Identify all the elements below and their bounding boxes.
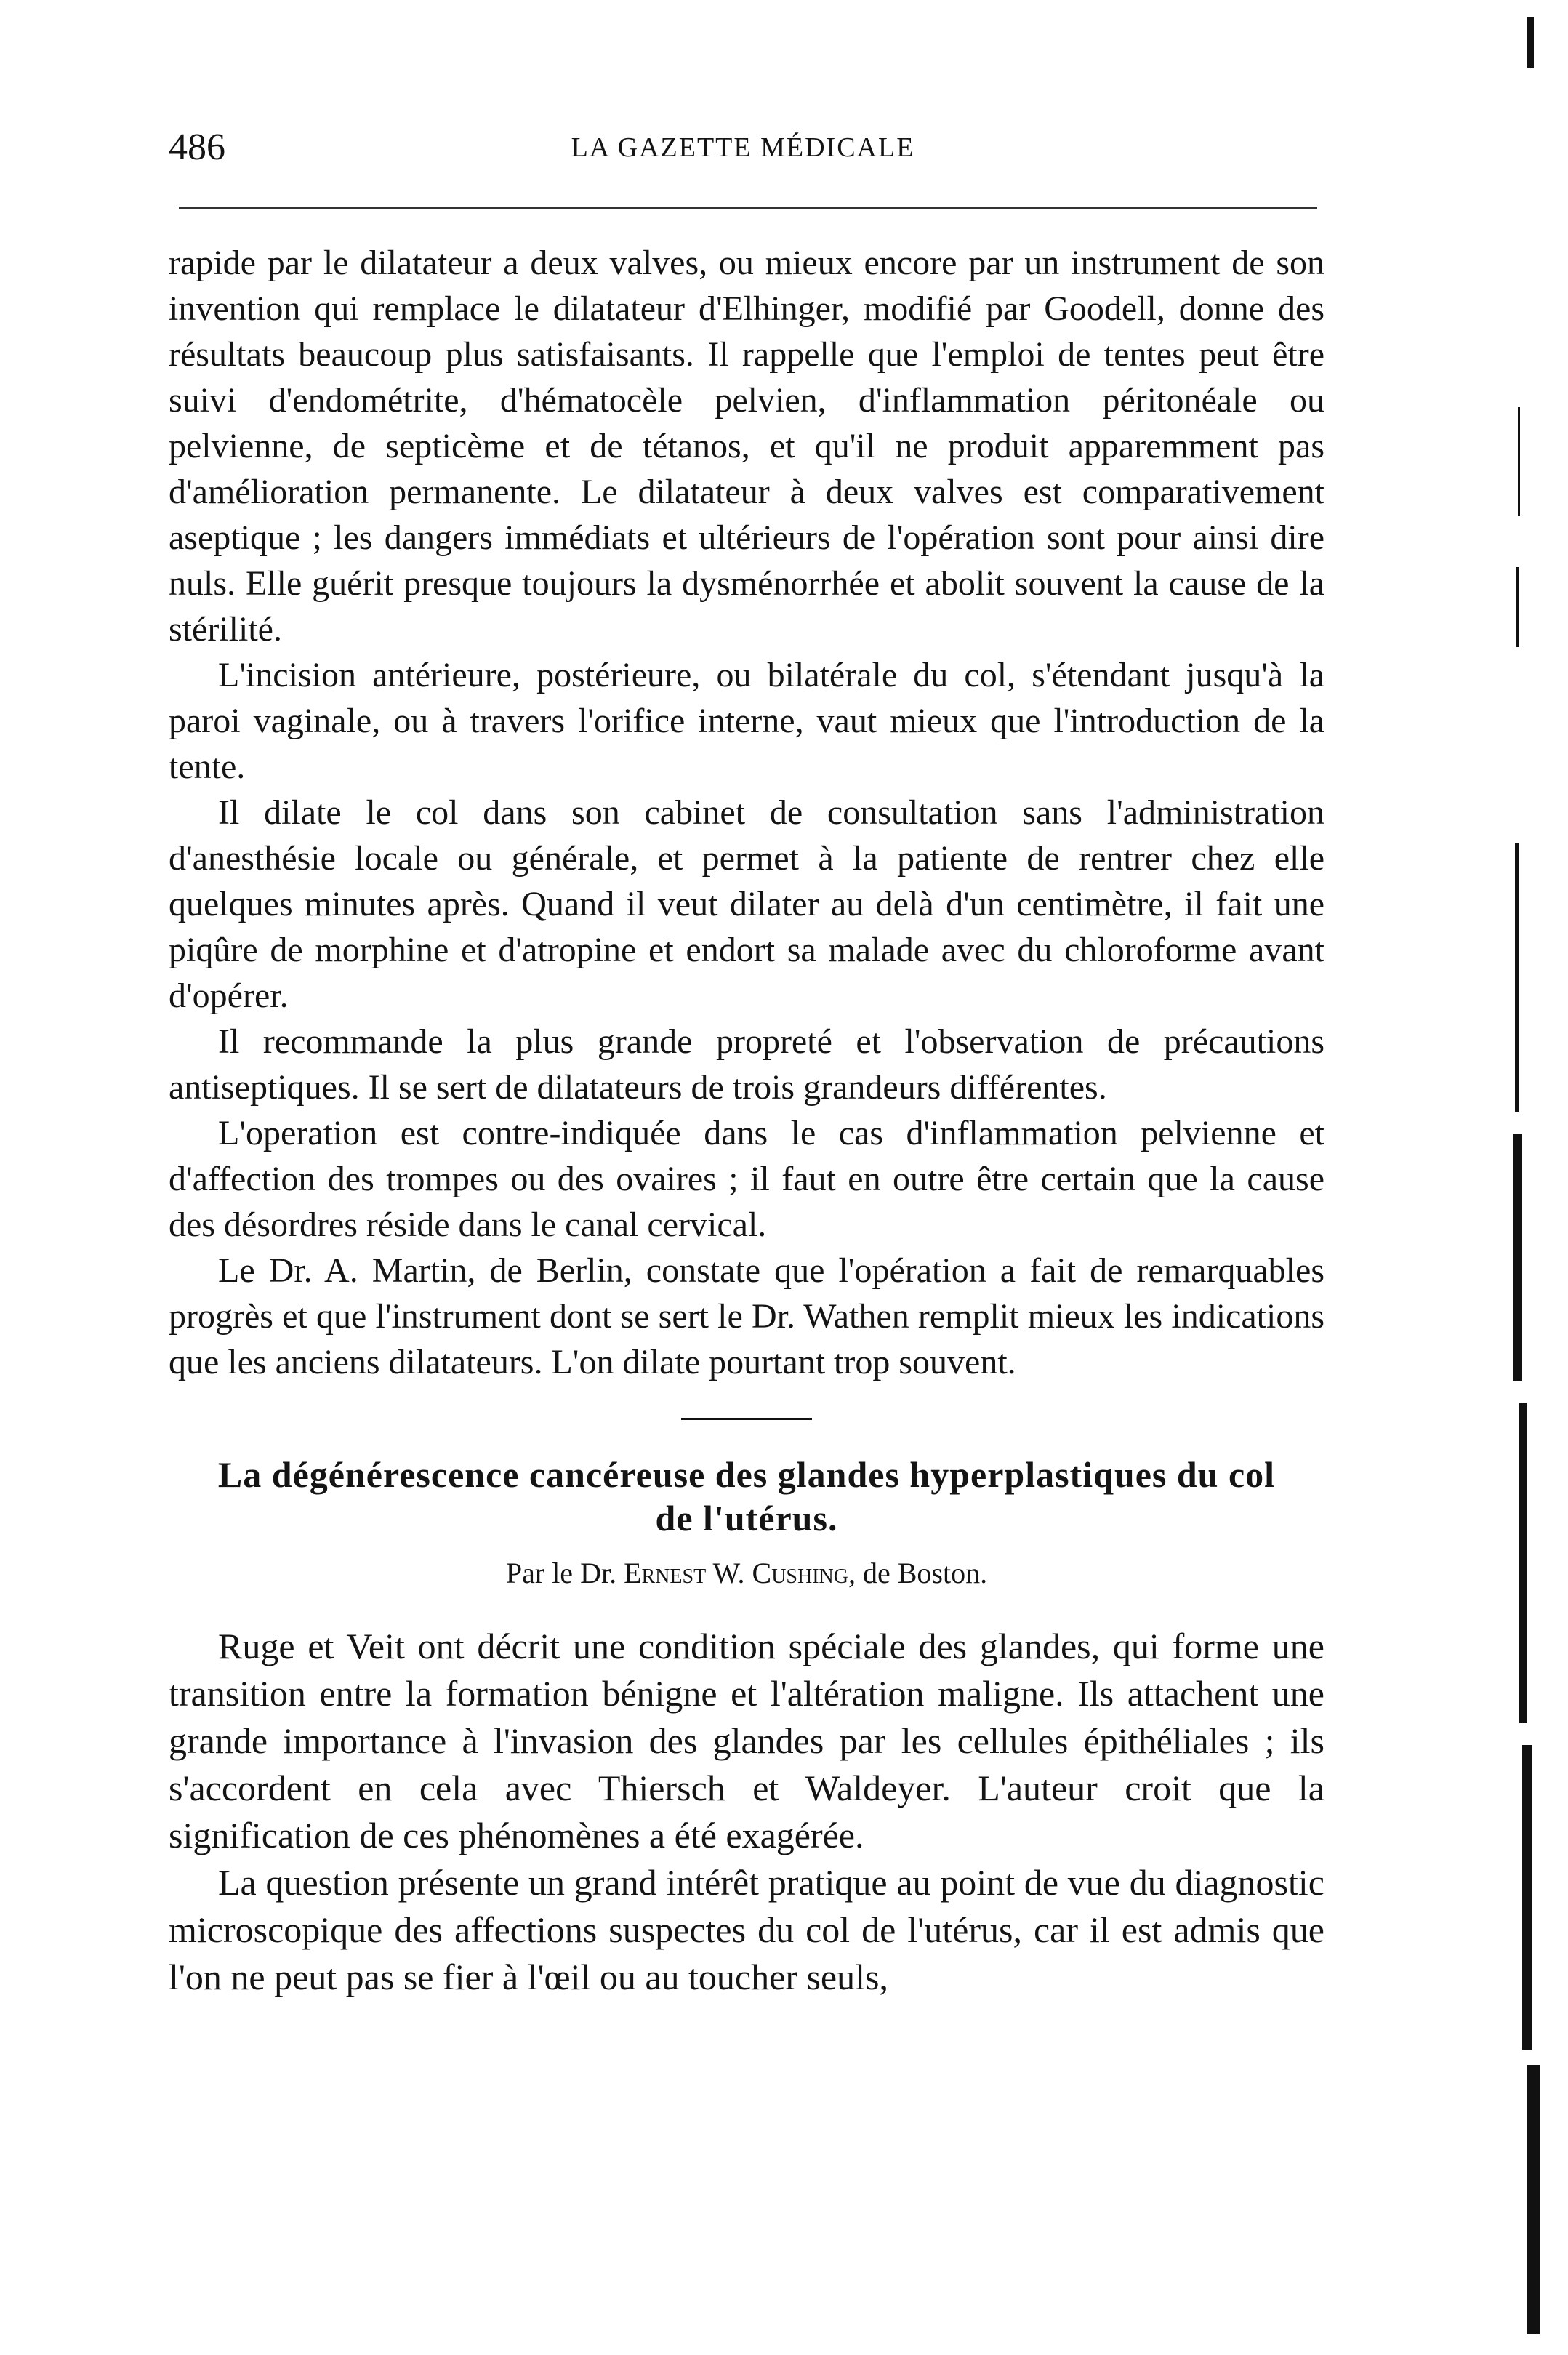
body-paragraph-6: Le Dr. A. Martin, de Berlin, constate que l'opération a fait de remarquables progrès et que l'instrument dont se sert le Dr. Wathen remplit mieux les indications que les anciens dilatateurs. L'on dilate pourtant trop souvent. <box>169 1251 1324 1381</box>
journal-title: LA GAZETTE MÉDICALE <box>571 132 915 163</box>
article-title: La dégénérescence cancéreuse des glandes hyperplastiques du col de l'utérus. <box>217 1454 1276 1538</box>
scan-mark <box>1515 843 1519 1112</box>
scan-mark <box>1519 1403 1527 1723</box>
body-paragraph-4: Il recommande la plus grande propreté et l'observation de précautions antiseptiques. Il se sert de dilatateurs de trois grandeurs différentes. <box>169 1022 1324 1107</box>
page-number: 486 <box>169 127 225 168</box>
byline-suffix: , de Boston. <box>848 1557 988 1589</box>
article-paragraph-2: La question présente un grand intérêt pratique au point de vue du diagnostic microscopique des affections suspectes du col de l'utérus, car il est admis que l'on ne peut pas se fier à l'œil ou au toucher seuls, <box>169 1862 1324 1997</box>
scan-mark <box>1527 17 1534 68</box>
byline-author: Ernest W. Cushing <box>624 1557 848 1589</box>
article-paragraph-1: Ruge et Veit ont décrit une condition spéciale des glandes, qui forme une transition entre la formation bénigne et l'altération maligne. Ils attachent une grande importance à l'invasion des glandes par les cellules épithéliales ; ils s'accordent en cela avec Thiersch et Waldeyer. L'auteur croit que la signification de ces phénomènes a été exagérée. <box>169 1626 1324 1855</box>
header-rule <box>179 207 1317 209</box>
scan-mark <box>1513 1134 1522 1381</box>
body-paragraph-3: Il dilate le col dans son cabinet de consultation sans l'administration d'anesthésie locale ou générale, et permet à la patiente de rentrer chez elle quelques minutes après. Quand il veut dilater au delà d'un centimètre, il fait une piqûre de morphine et d'atropine et endort sa malade avec du chloroforme avant d'opérer. <box>169 793 1324 1015</box>
section-separator <box>681 1418 812 1420</box>
article-body <box>169 1623 1324 2001</box>
article-byline <box>169 1553 1324 1594</box>
scan-mark <box>1527 2065 1540 2334</box>
byline-prefix: Par le Dr. <box>505 1557 617 1589</box>
scan-mark <box>1522 1745 1532 2050</box>
body-paragraph-2: L'incision antérieure, postérieure, ou bilatérale du col, s'étendant jusqu'à la paroi vaginale, ou à travers l'orifice interne, vaut mieux que l'introduction de la tente. <box>169 656 1324 786</box>
scan-mark <box>1516 567 1519 647</box>
body-paragraph-5: L'operation est contre-indiquée dans le cas d'inflammation pelvienne et d'affection des trompes ou des ovaires ; il faut en outre être certain que la cause des désordres réside dans le canal cervical. <box>169 1114 1324 1244</box>
page-text <box>169 240 1324 2001</box>
scan-edge-marks <box>1483 0 1568 2355</box>
running-head <box>169 122 1317 173</box>
body-paragraph-1: rapide par le dilatateur a deux valves, ou mieux encore par un instrument de son invention qui remplace le dilatateur d'Elhinger, modifié par Goodell, donne des résultats beaucoup plus satisfaisants. Il rappelle que l'emploi de tentes peut être suivi d'endométrite, d'hématocèle pelvien, d'inflammation péritonéale ou pelvienne, de septicème et de tétanos, et qu'il ne produit apparemment pas d'amélioration permanente. Le dilatateur à deux valves est comparativement aseptique ; les dangers immédiats et ultérieurs de l'opération sont pour ainsi dire nuls. Elle guérit presque toujours la dysménorrhée et abolit souvent la cause de la stérilité. <box>169 244 1324 649</box>
scan-mark <box>1518 407 1520 516</box>
